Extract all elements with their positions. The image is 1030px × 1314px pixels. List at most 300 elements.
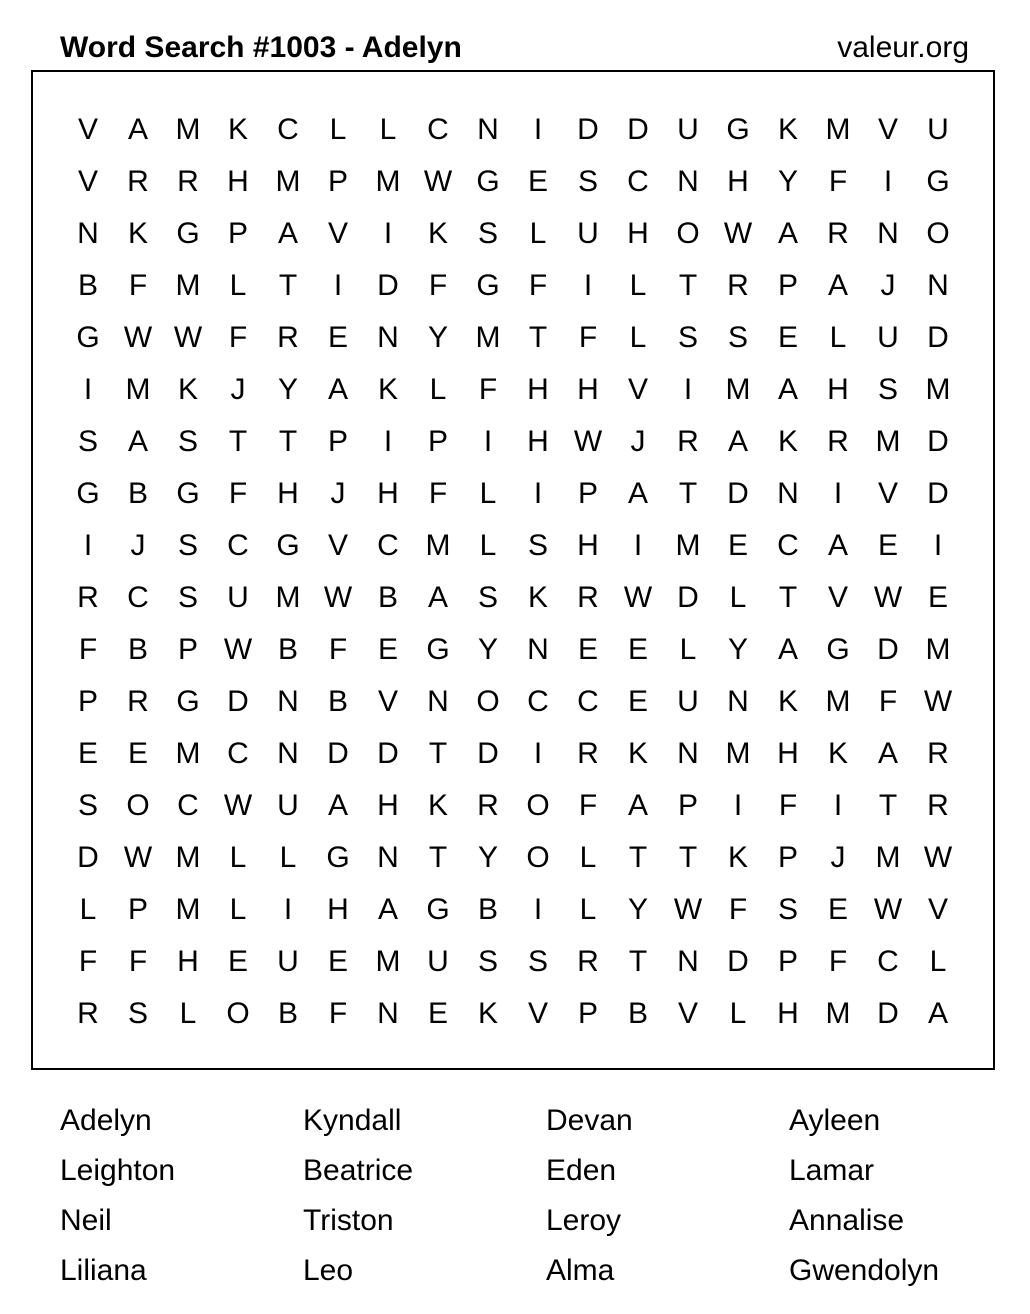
grid-letter[interactable]: V (77, 165, 98, 198)
grid-letter[interactable]: A (277, 217, 298, 250)
grid-letter[interactable]: O (126, 789, 150, 822)
grid-letter[interactable]: W (723, 217, 753, 250)
grid-letter[interactable]: A (377, 893, 398, 926)
grid-letter[interactable]: K (777, 113, 798, 146)
grid-letter[interactable]: K (477, 997, 498, 1030)
grid-letter[interactable]: R (927, 737, 949, 770)
grid-letter[interactable]: V (877, 477, 898, 510)
grid-letter[interactable]: T (228, 425, 248, 458)
grid-letter[interactable]: M (925, 373, 951, 406)
grid-letter[interactable]: D (877, 633, 899, 666)
grid-letter[interactable]: R (127, 685, 149, 718)
grid-letter[interactable]: D (727, 477, 749, 510)
grid-letter[interactable]: R (577, 581, 599, 614)
grid-letter[interactable]: K (377, 373, 398, 406)
grid-letter[interactable]: T (778, 581, 798, 614)
grid-letter[interactable]: N (527, 633, 549, 666)
grid-letter[interactable]: T (278, 425, 298, 458)
grid-letter[interactable]: F (728, 893, 748, 926)
grid-letter[interactable]: P (227, 217, 248, 250)
grid-letter[interactable]: M (125, 373, 151, 406)
grid-letter[interactable]: P (77, 685, 98, 718)
grid-letter[interactable]: I (83, 529, 93, 562)
grid-letter[interactable]: D (927, 477, 949, 510)
grid-letter[interactable]: H (277, 477, 299, 510)
grid-letter[interactable]: I (533, 737, 543, 770)
grid-letter[interactable]: L (479, 477, 497, 510)
grid-letter[interactable]: L (279, 841, 297, 874)
grid-letter[interactable]: V (927, 893, 948, 926)
grid-letter[interactable]: R (277, 321, 299, 354)
grid-letter[interactable]: D (377, 737, 399, 770)
grid-letter[interactable]: I (283, 893, 293, 926)
grid-letter[interactable]: F (578, 789, 598, 822)
grid-letter[interactable]: P (177, 633, 198, 666)
grid-letter[interactable]: M (675, 529, 701, 562)
grid-letter[interactable]: W (623, 581, 653, 614)
grid-letter[interactable]: F (78, 633, 98, 666)
grid-letter[interactable]: A (127, 425, 148, 458)
grid-letter[interactable]: C (877, 945, 899, 978)
grid-letter[interactable]: B (127, 633, 148, 666)
grid-letter[interactable]: N (677, 737, 699, 770)
grid-letter[interactable]: T (878, 789, 898, 822)
grid-letter[interactable]: V (627, 373, 648, 406)
grid-letter[interactable]: H (577, 373, 599, 406)
grid-letter[interactable]: S (477, 581, 498, 614)
grid-letter[interactable]: Y (477, 633, 498, 666)
grid-letter[interactable]: U (677, 113, 699, 146)
grid-letter[interactable]: T (678, 477, 698, 510)
grid-letter[interactable]: Y (777, 165, 798, 198)
grid-letter[interactable]: K (427, 789, 448, 822)
grid-letter[interactable]: M (825, 997, 851, 1030)
grid-letter[interactable]: D (327, 737, 349, 770)
grid-letter[interactable]: F (478, 373, 498, 406)
grid-letter[interactable]: H (727, 165, 749, 198)
grid-letter[interactable]: M (375, 165, 401, 198)
grid-letter[interactable]: S (77, 425, 98, 458)
grid-letter[interactable]: E (827, 893, 848, 926)
grid-letter[interactable]: E (327, 321, 348, 354)
grid-letter[interactable]: N (77, 217, 99, 250)
grid-letter[interactable]: V (527, 997, 548, 1030)
grid-letter[interactable]: G (76, 321, 100, 354)
grid-letter[interactable]: B (77, 269, 98, 302)
grid-letter[interactable]: T (628, 841, 648, 874)
grid-letter[interactable]: M (475, 321, 501, 354)
grid-letter[interactable]: H (327, 893, 349, 926)
grid-letter[interactable]: E (77, 737, 98, 770)
grid-letter[interactable]: M (925, 633, 951, 666)
grid-letter[interactable]: E (777, 321, 798, 354)
grid-letter[interactable]: H (227, 165, 249, 198)
grid-letter[interactable]: W (123, 321, 153, 354)
grid-letter[interactable]: W (323, 581, 353, 614)
grid-letter[interactable]: V (677, 997, 698, 1030)
grid-letter[interactable]: E (127, 737, 148, 770)
grid-letter[interactable]: Y (627, 893, 648, 926)
grid-letter[interactable]: F (228, 477, 248, 510)
grid-letter[interactable]: C (127, 581, 149, 614)
grid-letter[interactable]: E (927, 581, 948, 614)
grid-letter[interactable]: M (175, 113, 201, 146)
grid-letter[interactable]: U (927, 113, 949, 146)
grid-letter[interactable]: L (529, 217, 547, 250)
grid-letter[interactable]: H (777, 737, 799, 770)
grid-letter[interactable]: F (828, 165, 848, 198)
grid-letter[interactable]: S (127, 997, 148, 1030)
grid-letter[interactable]: T (678, 841, 698, 874)
grid-letter[interactable]: E (227, 945, 248, 978)
grid-letter[interactable]: R (577, 945, 599, 978)
grid-letter[interactable]: M (875, 841, 901, 874)
grid-letter[interactable]: E (327, 945, 348, 978)
grid-letter[interactable]: H (777, 997, 799, 1030)
grid-letter[interactable]: A (727, 425, 748, 458)
grid-letter[interactable]: O (526, 841, 550, 874)
grid-letter[interactable]: I (833, 477, 843, 510)
grid-letter[interactable]: A (777, 373, 798, 406)
grid-letter[interactable]: H (377, 477, 399, 510)
grid-letter[interactable]: W (223, 789, 253, 822)
grid-letter[interactable]: H (577, 529, 599, 562)
grid-letter[interactable]: N (377, 841, 399, 874)
grid-letter[interactable]: M (175, 841, 201, 874)
grid-letter[interactable]: M (825, 685, 851, 718)
grid-letter[interactable]: P (327, 425, 348, 458)
grid-letter[interactable]: I (383, 425, 393, 458)
grid-letter[interactable]: D (677, 581, 699, 614)
grid-letter[interactable]: L (179, 997, 197, 1030)
grid-letter[interactable]: G (326, 841, 350, 874)
grid-letter[interactable]: P (327, 165, 348, 198)
grid-letter[interactable]: W (173, 321, 203, 354)
grid-letter[interactable]: E (427, 997, 448, 1030)
grid-letter[interactable]: A (327, 373, 348, 406)
grid-letter[interactable]: V (77, 113, 98, 146)
grid-letter[interactable]: S (177, 581, 198, 614)
grid-letter[interactable]: A (877, 737, 898, 770)
grid-letter[interactable]: N (677, 945, 699, 978)
grid-letter[interactable]: F (528, 269, 548, 302)
grid-letter[interactable]: M (175, 269, 201, 302)
grid-letter[interactable]: A (927, 997, 948, 1030)
grid-letter[interactable]: A (777, 633, 798, 666)
grid-letter[interactable]: N (377, 321, 399, 354)
grid-letter[interactable]: F (78, 945, 98, 978)
grid-letter[interactable]: I (483, 425, 493, 458)
grid-letter[interactable]: C (177, 789, 199, 822)
grid-letter[interactable]: I (533, 477, 543, 510)
grid-letter[interactable]: J (630, 425, 646, 458)
grid-letter[interactable]: T (628, 945, 648, 978)
grid-letter[interactable]: K (177, 373, 198, 406)
grid-letter[interactable]: P (777, 269, 798, 302)
grid-letter[interactable]: F (778, 789, 798, 822)
grid-letter[interactable]: N (777, 477, 799, 510)
grid-letter[interactable]: H (527, 373, 549, 406)
grid-letter[interactable]: C (377, 529, 399, 562)
grid-letter[interactable]: K (727, 841, 748, 874)
grid-letter[interactable]: L (379, 113, 397, 146)
grid-letter[interactable]: S (577, 165, 598, 198)
grid-letter[interactable]: I (833, 789, 843, 822)
grid-letter[interactable]: Y (427, 321, 448, 354)
grid-letter[interactable]: R (177, 165, 199, 198)
grid-letter[interactable]: I (583, 269, 593, 302)
grid-letter[interactable]: G (426, 893, 450, 926)
grid-letter[interactable]: J (230, 373, 246, 406)
grid-letter[interactable]: M (275, 581, 301, 614)
grid-letter[interactable]: E (877, 529, 898, 562)
grid-letter[interactable]: F (328, 997, 348, 1030)
grid-letter[interactable]: G (276, 529, 300, 562)
grid-letter[interactable]: N (677, 165, 699, 198)
grid-letter[interactable]: G (76, 477, 100, 510)
grid-letter[interactable]: W (673, 893, 703, 926)
grid-letter[interactable]: A (127, 113, 148, 146)
grid-letter[interactable]: B (277, 633, 298, 666)
grid-letter[interactable]: L (729, 997, 747, 1030)
grid-letter[interactable]: N (277, 685, 299, 718)
grid-letter[interactable]: W (573, 425, 603, 458)
grid-letter[interactable]: D (77, 841, 99, 874)
grid-letter[interactable]: L (429, 373, 447, 406)
grid-letter[interactable]: M (725, 737, 751, 770)
grid-letter[interactable]: A (427, 581, 448, 614)
grid-letter[interactable]: P (127, 893, 148, 926)
grid-letter[interactable]: U (577, 217, 599, 250)
grid-letter[interactable]: F (328, 633, 348, 666)
grid-letter[interactable]: K (777, 425, 798, 458)
grid-letter[interactable]: S (177, 529, 198, 562)
grid-letter[interactable]: S (177, 425, 198, 458)
grid-letter[interactable]: D (477, 737, 499, 770)
grid-letter[interactable]: A (777, 217, 798, 250)
grid-letter[interactable]: R (77, 581, 99, 614)
grid-letter[interactable]: V (327, 217, 348, 250)
grid-letter[interactable]: A (827, 529, 848, 562)
grid-letter[interactable]: G (826, 633, 850, 666)
grid-letter[interactable]: I (83, 373, 93, 406)
grid-letter[interactable]: K (227, 113, 248, 146)
grid-letter[interactable]: U (227, 581, 249, 614)
grid-letter[interactable]: W (423, 165, 453, 198)
grid-letter[interactable]: S (527, 945, 548, 978)
grid-letter[interactable]: B (627, 997, 648, 1030)
grid-letter[interactable]: T (428, 841, 448, 874)
grid-letter[interactable]: G (476, 269, 500, 302)
grid-letter[interactable]: W (223, 633, 253, 666)
grid-letter[interactable]: B (477, 893, 498, 926)
grid-letter[interactable]: S (477, 945, 498, 978)
grid-letter[interactable]: K (527, 581, 548, 614)
grid-letter[interactable]: S (77, 789, 98, 822)
grid-letter[interactable]: N (427, 685, 449, 718)
grid-letter[interactable]: N (277, 737, 299, 770)
grid-letter[interactable]: D (227, 685, 249, 718)
grid-letter[interactable]: R (127, 165, 149, 198)
grid-letter[interactable]: R (927, 789, 949, 822)
grid-letter[interactable]: K (427, 217, 448, 250)
grid-letter[interactable]: W (923, 841, 953, 874)
grid-letter[interactable]: P (777, 841, 798, 874)
grid-letter[interactable]: F (128, 945, 148, 978)
grid-letter[interactable]: I (383, 217, 393, 250)
grid-letter[interactable]: D (377, 269, 399, 302)
grid-letter[interactable]: G (926, 165, 950, 198)
grid-letter[interactable]: W (123, 841, 153, 874)
grid-letter[interactable]: M (175, 893, 201, 926)
grid-letter[interactable]: S (477, 217, 498, 250)
grid-letter[interactable]: O (226, 997, 250, 1030)
grid-letter[interactable]: J (330, 477, 346, 510)
grid-letter[interactable]: I (883, 165, 893, 198)
grid-letter[interactable]: M (375, 945, 401, 978)
grid-letter[interactable]: G (176, 477, 200, 510)
grid-letter[interactable]: W (923, 685, 953, 718)
grid-letter[interactable]: L (829, 321, 847, 354)
grid-letter[interactable]: F (128, 269, 148, 302)
grid-letter[interactable]: C (627, 165, 649, 198)
grid-letter[interactable]: G (726, 113, 750, 146)
grid-letter[interactable]: A (627, 789, 648, 822)
grid-letter[interactable]: N (377, 997, 399, 1030)
grid-letter[interactable]: C (227, 529, 249, 562)
grid-letter[interactable]: B (327, 685, 348, 718)
grid-letter[interactable]: W (873, 893, 903, 926)
grid-letter[interactable]: E (577, 633, 598, 666)
grid-letter[interactable]: E (377, 633, 398, 666)
grid-letter[interactable]: H (377, 789, 399, 822)
grid-letter[interactable]: S (777, 893, 798, 926)
grid-letter[interactable]: R (827, 425, 849, 458)
grid-letter[interactable]: F (428, 269, 448, 302)
grid-letter[interactable]: D (577, 113, 599, 146)
grid-letter[interactable]: V (877, 113, 898, 146)
grid-letter[interactable]: C (277, 113, 299, 146)
grid-letter[interactable]: I (933, 529, 943, 562)
grid-letter[interactable]: P (577, 997, 598, 1030)
grid-letter[interactable]: F (578, 321, 598, 354)
grid-letter[interactable]: N (877, 217, 899, 250)
grid-letter[interactable]: L (629, 269, 647, 302)
grid-letter[interactable]: P (427, 425, 448, 458)
grid-letter[interactable]: H (827, 373, 849, 406)
grid-letter[interactable]: L (229, 269, 247, 302)
grid-letter[interactable]: P (577, 477, 598, 510)
grid-letter[interactable]: V (827, 581, 848, 614)
grid-letter[interactable]: S (527, 529, 548, 562)
grid-letter[interactable]: D (727, 945, 749, 978)
grid-letter[interactable]: H (177, 945, 199, 978)
grid-letter[interactable]: L (579, 893, 597, 926)
grid-letter[interactable]: Y (277, 373, 298, 406)
grid-letter[interactable]: U (277, 789, 299, 822)
grid-letter[interactable]: L (729, 581, 747, 614)
grid-letter[interactable]: M (275, 165, 301, 198)
grid-letter[interactable]: M (725, 373, 751, 406)
grid-letter[interactable]: U (277, 945, 299, 978)
grid-letter[interactable]: T (428, 737, 448, 770)
grid-letter[interactable]: I (733, 789, 743, 822)
grid-letter[interactable]: D (627, 113, 649, 146)
grid-letter[interactable]: P (677, 789, 698, 822)
grid-letter[interactable]: U (877, 321, 899, 354)
grid-letter[interactable]: M (425, 529, 451, 562)
grid-letter[interactable]: K (627, 737, 648, 770)
grid-letter[interactable]: V (327, 529, 348, 562)
grid-letter[interactable]: K (127, 217, 148, 250)
grid-letter[interactable]: H (527, 425, 549, 458)
grid-letter[interactable]: R (577, 737, 599, 770)
grid-letter[interactable]: D (877, 997, 899, 1030)
grid-letter[interactable]: I (533, 113, 543, 146)
grid-letter[interactable]: I (333, 269, 343, 302)
grid-letter[interactable]: T (678, 269, 698, 302)
grid-letter[interactable]: O (676, 217, 700, 250)
grid-letter[interactable]: U (677, 685, 699, 718)
grid-letter[interactable]: L (79, 893, 97, 926)
grid-letter[interactable]: K (827, 737, 848, 770)
grid-letter[interactable]: C (427, 113, 449, 146)
grid-letter[interactable]: F (878, 685, 898, 718)
grid-letter[interactable]: Y (477, 841, 498, 874)
grid-letter[interactable]: L (629, 321, 647, 354)
grid-letter[interactable]: O (926, 217, 950, 250)
grid-letter[interactable]: L (329, 113, 347, 146)
grid-letter[interactable]: K (777, 685, 798, 718)
grid-letter[interactable]: I (533, 893, 543, 926)
grid-letter[interactable]: I (633, 529, 643, 562)
grid-letter[interactable]: L (229, 841, 247, 874)
grid-letter[interactable]: M (175, 737, 201, 770)
grid-letter[interactable]: R (477, 789, 499, 822)
grid-letter[interactable]: B (277, 997, 298, 1030)
grid-letter[interactable]: L (929, 945, 947, 978)
grid-letter[interactable]: Y (727, 633, 748, 666)
grid-letter[interactable]: L (229, 893, 247, 926)
grid-letter[interactable]: T (278, 269, 298, 302)
grid-letter[interactable]: V (377, 685, 398, 718)
grid-letter[interactable]: B (377, 581, 398, 614)
grid-letter[interactable]: C (227, 737, 249, 770)
grid-letter[interactable]: I (683, 373, 693, 406)
grid-letter[interactable]: F (828, 945, 848, 978)
grid-letter[interactable]: D (927, 321, 949, 354)
grid-letter[interactable]: B (127, 477, 148, 510)
grid-letter[interactable]: C (577, 685, 599, 718)
grid-letter[interactable]: L (479, 529, 497, 562)
grid-letter[interactable]: E (727, 529, 748, 562)
grid-letter[interactable]: P (777, 945, 798, 978)
grid-letter[interactable]: R (677, 425, 699, 458)
grid-letter[interactable]: A (627, 477, 648, 510)
grid-letter[interactable]: C (527, 685, 549, 718)
grid-letter[interactable]: C (777, 529, 799, 562)
grid-letter[interactable]: A (327, 789, 348, 822)
grid-letter[interactable]: R (727, 269, 749, 302)
grid-letter[interactable]: E (627, 685, 648, 718)
grid-letter[interactable]: A (827, 269, 848, 302)
grid-letter[interactable]: F (428, 477, 448, 510)
grid-letter[interactable]: G (176, 217, 200, 250)
grid-letter[interactable]: O (476, 685, 500, 718)
grid-letter[interactable]: S (677, 321, 698, 354)
grid-letter[interactable]: M (825, 113, 851, 146)
grid-letter[interactable]: J (880, 269, 896, 302)
